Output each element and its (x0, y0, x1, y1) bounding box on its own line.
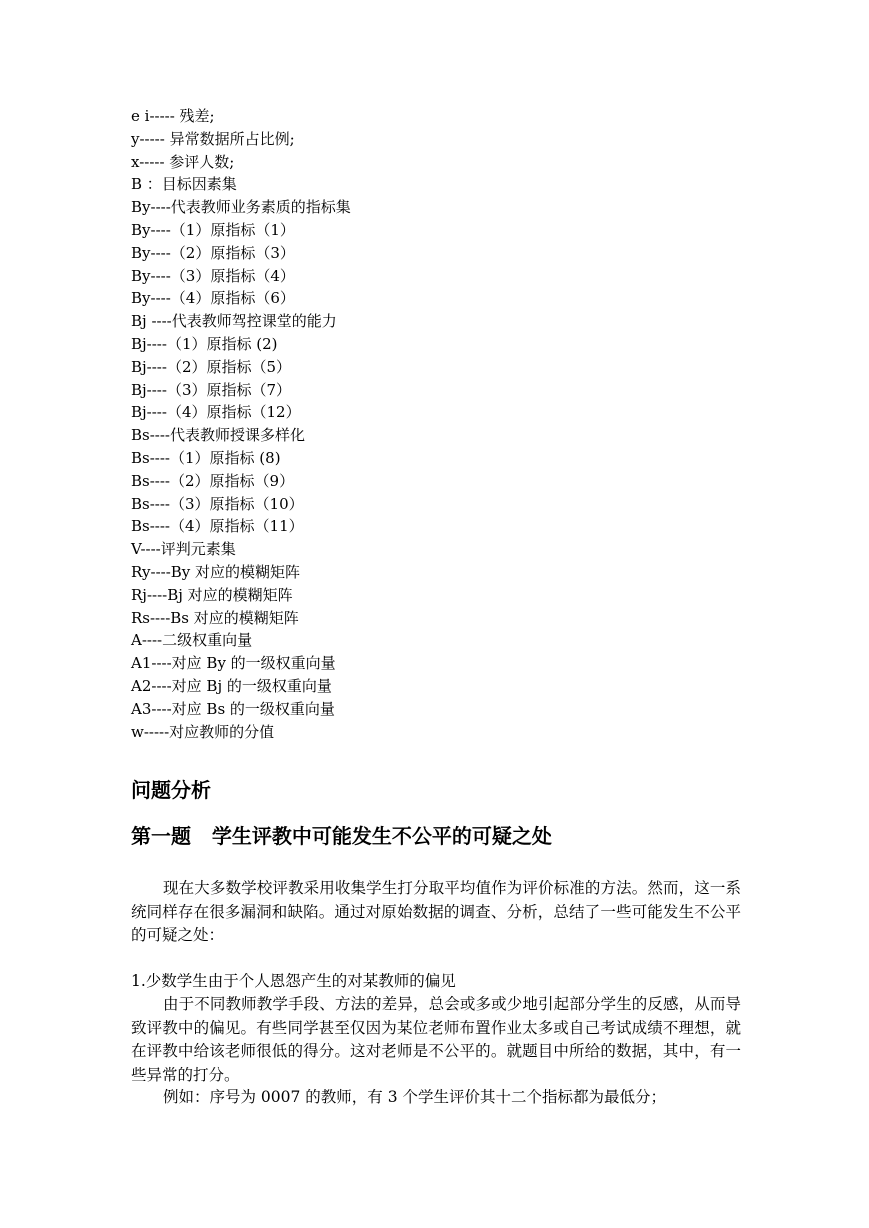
definition-line: Bs----（1）原指标 (8) (131, 448, 281, 467)
definition-line: By----（3）原指标（4） (131, 266, 295, 285)
definition-line: Bj----（3）原指标（7） (131, 380, 292, 399)
example-line: 例如：序号为 0007 的教师，有 3 个学生评价其十二个指标都为最低分； (163, 1088, 667, 1106)
item1-title: 1.少数学生由于个人恩怨产生的对某教师的偏见 (131, 972, 456, 990)
definition-line: A1----对应 By 的一级权重向量 (131, 654, 336, 673)
definition-line: By----（4）原指标（6） (131, 289, 295, 308)
definition-line: x----- 参评人数; (131, 152, 235, 171)
definition-line: A3----对应 Bs 的一级权重向量 (131, 699, 335, 718)
definition-line: By----代表教师业务素质的指标集 (131, 198, 351, 217)
definition-line: w-----对应教师的分值 (131, 722, 275, 741)
definition-line: Bj----（1）原指标 (2) (131, 334, 278, 353)
definition-line: Bs----（4）原指标（11） (131, 517, 304, 536)
definition-line: V----评判元素集 (131, 540, 236, 559)
definition-line: Bj----（2）原指标（5） (131, 357, 292, 376)
definition-line: y----- 异常数据所占比例; (131, 129, 295, 148)
definition-line: By----（2）原指标（3） (131, 243, 295, 262)
definition-line: Bj ----代表教师驾控课堂的能力 (131, 312, 337, 331)
question-title: 第一题 学生评教中可能发生不公平的可疑之处 (131, 824, 552, 848)
definition-line: Ry----By 对应的模糊矩阵 (131, 562, 301, 581)
definition-line: B ：目标因素集 (131, 175, 237, 194)
intro-paragraph: 现在大多数学校评教采用收集学生打分取平均值作为评价标准的方法。然而，这一系统同样存在很多漏洞和缺陷。通过对原始数据的调查、分析，总结了一些可能发生不公平的可疑之处： (131, 879, 741, 944)
definition-line: Bs----（2）原指标（9） (131, 471, 295, 490)
definition-line: e i----- 残差; (131, 107, 215, 125)
definition-line: Rj----Bj 对应的模糊矩阵 (131, 585, 293, 604)
item1-paragraph: 由于不同教师教学手段、方法的差异，总会或多或少地引起部分学生的反感，从而导致评教中的偏见。有些同学甚至仅因为某位老师布置作业太多或自己考试成绩不理想，就在评教中给该老师很低的得分。这对老师是不公平的。就题目中所给的数据，其中，有一些异常的打分。 (131, 995, 741, 1084)
section-title: 问题分析 (131, 778, 211, 802)
definition-line: Bs----代表教师授课多样化 (131, 426, 305, 445)
definition-line: A2----对应 Bj 的一级权重向量 (131, 676, 332, 695)
symbol-definitions-list (131, 105, 351, 743)
definition-line: Rs----Bs 对应的模糊矩阵 (131, 608, 299, 627)
definition-line: Bs----（3）原指标（10） (131, 494, 304, 513)
definition-line: A----二级权重向量 (131, 631, 253, 650)
definition-line: Bj----（4）原指标（12） (131, 403, 301, 422)
definition-line: By----（1）原指标（1） (131, 220, 295, 239)
